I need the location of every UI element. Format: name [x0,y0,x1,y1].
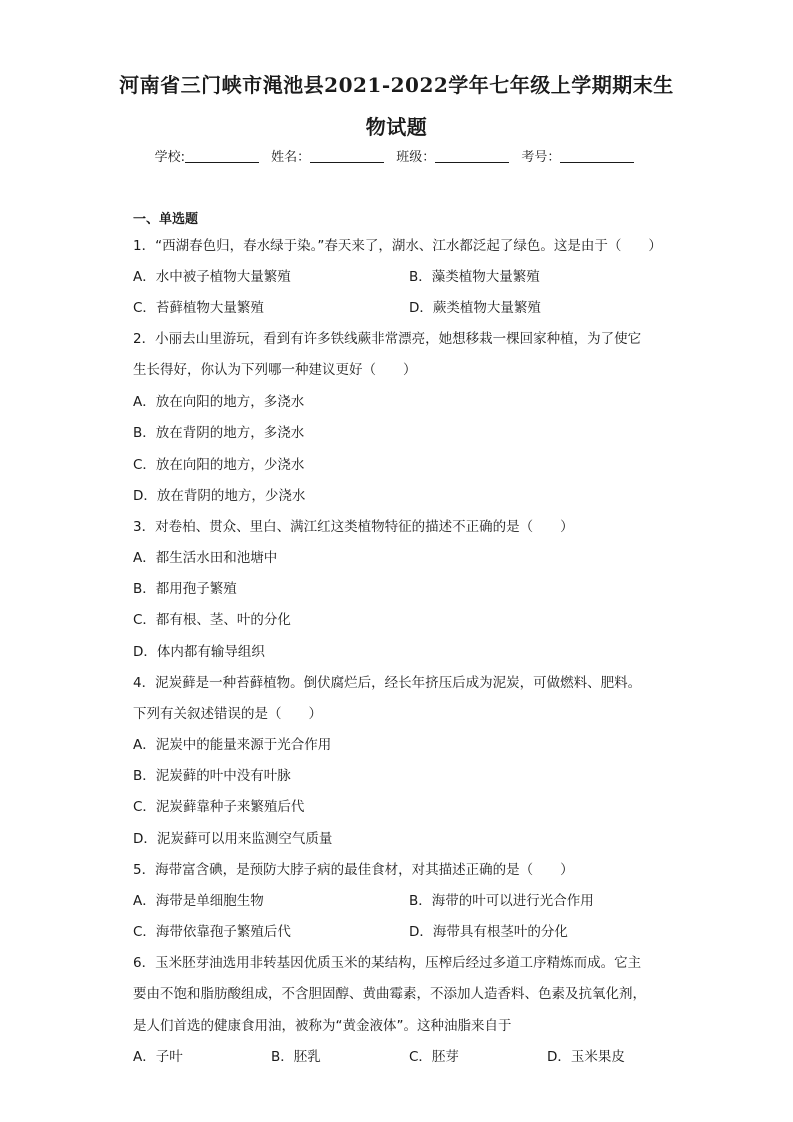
question-1-option-d[interactable]: D．蕨类植物大量繁殖 [409,300,541,316]
question-6-option-c[interactable]: C．胚芽 [409,1049,459,1065]
question-6-stem-line3: 是人们首选的健康食用油，被称为“黄金液体”。这种油脂来自于 [133,1018,512,1034]
exam-number-label: 考号： [521,150,561,165]
question-1-option-b[interactable]: B．藻类植物大量繁殖 [409,269,540,285]
name-label: 姓名： [271,150,311,165]
question-2-option-c[interactable]: C．放在向阳的地方，少浇水 [133,457,305,473]
school-blank[interactable] [185,150,259,163]
exam-title-line1: 河南省三门峡市渑池县2021-2022学年七年级上学期期末生 [119,73,674,97]
question-6-option-a[interactable]: A．子叶 [133,1049,183,1065]
question-4-option-b[interactable]: B．泥炭藓的叶中没有叶脉 [133,768,291,784]
question-2-option-d[interactable]: D．放在背阴的地方，少浇水 [133,488,306,504]
question-1-stem: 1．“西湖春色归，春水绿于染。”春天来了，湖水、江水都泛起了绿色。这是由于（ ） [133,238,662,254]
exam-number-field [521,146,638,165]
question-4-stem-line1: 4．泥炭藓是一种苔藓植物。倒伏腐烂后，经长年挤压后成为泥炭，可做燃料、肥料。 [133,675,642,691]
class-blank[interactable] [435,150,509,163]
question-4-option-c[interactable]: C．泥炭藓靠种子来繁殖后代 [133,799,305,815]
question-3-option-c[interactable]: C．都有根、茎、叶的分化 [133,612,291,628]
question-4-option-a[interactable]: A．泥炭中的能量来源于光合作用 [133,737,332,753]
question-1-option-a[interactable]: A．水中被子植物大量繁殖 [133,269,291,285]
section-title: 一、单选题 [133,212,199,227]
question-6-option-b[interactable]: B．胚乳 [271,1049,321,1065]
question-4-option-d[interactable]: D．泥炭藓可以用来监测空气质量 [133,831,333,847]
question-1-option-c[interactable]: C．苔藓植物大量繁殖 [133,300,264,316]
school-field [155,146,263,165]
question-2-option-a[interactable]: A．放在向阳的地方，多浇水 [133,394,305,410]
question-6-stem-line2: 要由不饱和脂肪酸组成，不含胆固醇、黄曲霉素，不添加人造香料、色素及抗氧化剂， [133,986,646,1002]
class-field [396,146,513,165]
question-5-stem: 5．海带富含碘，是预防大脖子病的最佳食材，对其描述正确的是（ ） [133,862,574,878]
question-5-option-d[interactable]: D．海带具有根茎叶的分化 [409,924,568,940]
school-label: 学校: [154,150,185,165]
question-2-option-b[interactable]: B．放在背阴的地方，多浇水 [133,425,305,441]
class-label: 班级： [396,150,436,165]
exam-number-blank[interactable] [560,150,634,163]
question-5-option-c[interactable]: C．海带依靠孢子繁殖后代 [133,924,291,940]
name-blank[interactable] [310,150,384,163]
name-field [271,146,388,165]
question-6-option-d[interactable]: D．玉米果皮 [547,1049,625,1065]
exam-title-line2: 物试题 [365,115,428,139]
question-3-option-a[interactable]: A．都生活水田和池塘中 [133,550,278,566]
question-2-stem-line1: 2．小丽去山里游玩，看到有许多铁线蕨非常漂亮，她想移栽一棵回家种植，为了使它 [133,331,642,347]
student-info-row [0,146,793,165]
question-5-option-a[interactable]: A．海带是单细胞生物 [133,893,264,909]
question-6-stem-line1: 6．玉米胚芽油选用非转基因优质玉米的某结构，压榨后经过多道工序精炼而成。它主 [133,955,642,971]
question-2-stem-line2: 生长得好，你认为下列哪一种建议更好（ ） [133,362,417,378]
question-4-stem-line2: 下列有关叙述错误的是（ ） [133,706,322,722]
question-3-option-b[interactable]: B．都用孢子繁殖 [133,581,237,597]
question-3-stem: 3．对卷柏、贯众、里白、满江红这类植物特征的描述不正确的是（ ） [133,519,574,535]
question-3-option-d[interactable]: D．体内都有输导组织 [133,644,265,660]
question-5-option-b[interactable]: B．海带的叶可以进行光合作用 [409,893,594,909]
